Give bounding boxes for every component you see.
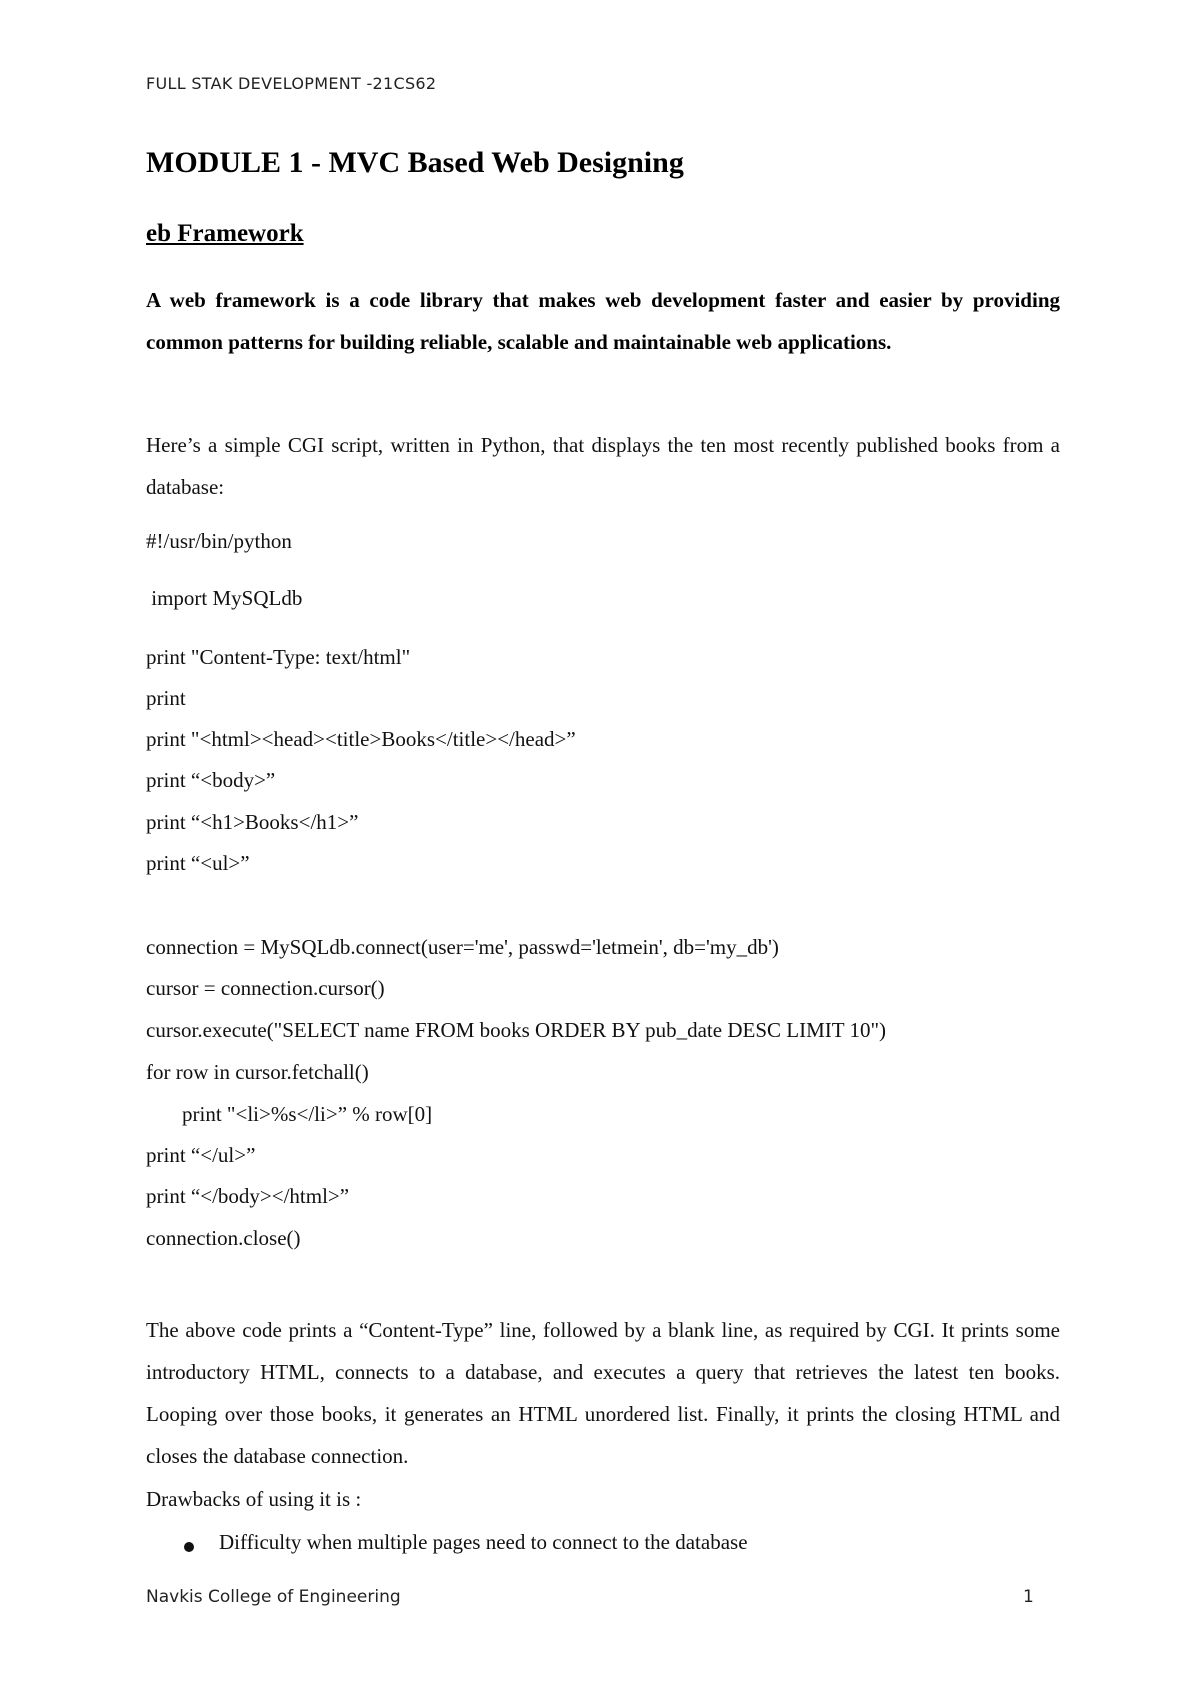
page-number: 1 <box>1023 1587 1034 1607</box>
bullet-dot-icon <box>184 1542 194 1552</box>
code-line: print “<h1>Books</h1>” <box>146 810 359 834</box>
code-line: print “</ul>” <box>146 1143 256 1167</box>
framework-definition: A web framework is a code library that makes web development faster and easier by providing common patterns for building reliable, scalable and maintainable web applications. <box>146 288 1060 354</box>
code-line: cursor = connection.cursor() <box>146 976 385 1000</box>
code-line: connection = MySQLdb.connect(user='me', passwd='letmein', db='my_db') <box>146 935 779 959</box>
section-heading: eb Framework <box>146 220 304 247</box>
code-line: cursor.execute("SELECT name FROM books ORDER BY pub_date DESC LIMIT 10") <box>146 1018 887 1042</box>
code-line: #!/usr/bin/python <box>146 529 292 553</box>
code-line: print "Content-Type: text/html" <box>146 645 411 669</box>
code-line: print "<li>%s</li>” % row[0] <box>182 1102 433 1126</box>
intro-paragraph: Here’s a simple CGI script, written in Python, that displays the ten most recently published books from a database: <box>146 433 1060 499</box>
code-line: connection.close() <box>146 1226 301 1250</box>
bullet-item: Difficulty when multiple pages need to connect to the database <box>219 1530 748 1554</box>
code-line: print “<ul>” <box>146 851 250 875</box>
page-header: FULL STAK DEVELOPMENT -21CS62 <box>146 74 437 93</box>
explanation-paragraph: The above code prints a “Content-Type” line, followed by a blank line, as required by CGI. It prints some introductory HTML, connects to a database, and executes a query that retrieves the latest ten books. Looping over those books, it generates an HTML unordered list. Finally, it prints the closing HTML and closes the database connection. <box>146 1318 1060 1468</box>
module-title: MODULE 1 - MVC Based Web Designing <box>146 146 684 179</box>
drawbacks-heading: Drawbacks of using it is : <box>146 1487 362 1511</box>
code-line: for row in cursor.fetchall() <box>146 1060 369 1084</box>
code-line: print “<body>” <box>146 768 276 792</box>
code-line: print “</body></html>” <box>146 1184 350 1208</box>
code-line: print "<html><head><title>Books</title></head>” <box>146 727 576 751</box>
code-line: print <box>146 686 186 710</box>
code-line: import MySQLdb <box>146 586 303 610</box>
footer-college: Navkis College of Engineering <box>146 1587 401 1607</box>
